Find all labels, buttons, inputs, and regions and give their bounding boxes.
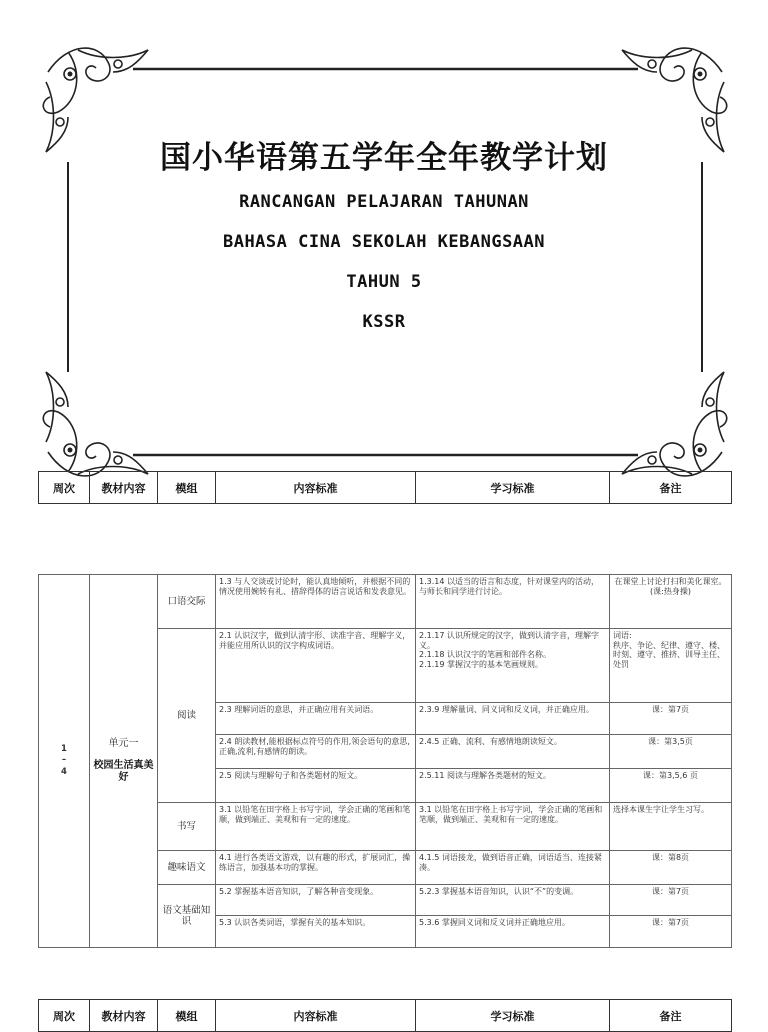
learning-standard-cell: 5.3.6 掌握同义词和反义词并正确地应用。 xyxy=(416,916,610,948)
plan-table xyxy=(38,574,732,948)
remarks-cell: 课：第8页 xyxy=(610,851,732,885)
module-fun-language: 趣味语文 xyxy=(158,851,216,885)
header-table-top xyxy=(38,471,732,504)
header-table-bottom xyxy=(38,999,732,1032)
unit-number: 单元一 xyxy=(108,738,139,749)
module-writing: 书写 xyxy=(158,803,216,851)
cover-title: 国小华语第五学年全年教学计划 xyxy=(160,140,608,176)
content-standard-cell: 4.1 进行各类语文游戏，以有趣的形式，扩展词汇，操练语言，加强基本功的掌握。 xyxy=(216,851,416,885)
module-speaking: 口语交际 xyxy=(158,575,216,629)
header-content-standard: 内容标准 xyxy=(216,472,416,504)
content-standard-cell: 5.3 认识各类词语，掌握有关的基本知识。 xyxy=(216,916,416,948)
module-grammar: 语文基础知识 xyxy=(158,885,216,948)
cover-subtitle-year: TAHUN 5 xyxy=(346,272,422,292)
header-row xyxy=(39,1000,732,1032)
learning-standard-cell: 2.1.17 认识所规定的汉字，做到认清字音，理解字义。 2.1.18 认识汉字的笔画和部件名称。 2.1.19 掌握汉字的基本笔画规则。 xyxy=(416,629,610,703)
header-week: 周次 xyxy=(39,472,90,504)
content-standard-cell: 2.5 阅读与理解句子和各类题材的短文。 xyxy=(216,769,416,803)
remarks-cell: 课：第7页 xyxy=(610,916,732,948)
learning-standard-cell: 1.3.14 以适当的语言和态度，针对课堂内的活动，与师长和同学进行讨论。 xyxy=(416,575,610,629)
learning-standard-cell: 5.2.3 掌握基本语音知识，认识“不”的变调。 xyxy=(416,885,610,916)
learning-standard-cell: 2.3.9 理解量词、同义词和反义词，并正确应用。 xyxy=(416,703,610,735)
cover-subtitle-rpt: RANCANGAN PELAJARAN TAHUNAN xyxy=(239,192,529,212)
header-material: 教材内容 xyxy=(90,1000,158,1032)
content-standard-cell: 2.3 理解词语的意思，并正确应用有关词语。 xyxy=(216,703,416,735)
remarks-cell: 课：第3,5,6 页 xyxy=(610,769,732,803)
header-learning-standard: 学习标准 xyxy=(416,1000,610,1032)
remarks-cell: 课：第7页 xyxy=(610,885,732,916)
header-learning-standard: 学习标准 xyxy=(416,472,610,504)
cover-subtitle-subject: BAHASA CINA SEKOLAH KEBANGSAAN xyxy=(222,232,546,252)
content-standard-cell: 2.1 认识汉字，做到认清字形、读准字音、理解字义，并能应用所认识的汉字构成词语。 xyxy=(216,629,416,703)
remarks-cell: 课：第7页 xyxy=(610,703,732,735)
remarks-cell: 课：第3,5页 xyxy=(610,735,732,769)
ornamental-frame xyxy=(38,42,732,482)
ornamental-border-graphic xyxy=(38,42,732,482)
header-module: 模组 xyxy=(158,472,216,504)
content-standard-cell: 1.3 与人交谈或讨论时，能认真地倾听，并根据不同的情况使用婉转有礼、措辞得体的语言说话和发表意见。 xyxy=(216,575,416,629)
header-remarks: 备注 xyxy=(610,1000,732,1032)
cover-subtitle-kssr: KSSR xyxy=(362,312,406,332)
unit-cell xyxy=(90,575,158,948)
table-row xyxy=(39,575,732,629)
week-cell xyxy=(39,575,90,948)
header-content-standard: 内容标准 xyxy=(216,1000,416,1032)
header-material: 教材内容 xyxy=(90,472,158,504)
learning-standard-cell: 4.1.5 词语接龙，做到语音正确，词语适当、连接紧凑。 xyxy=(416,851,610,885)
learning-standard-cell: 2.4.5 正确、流利、有感情地朗读短文。 xyxy=(416,735,610,769)
learning-standard-cell: 2.5.11 阅读与理解各类题材的短文。 xyxy=(416,769,610,803)
header-row xyxy=(39,472,732,504)
content-standard-cell: 3.1 以铅笔在田字格上书写字词，学会正确的笔画和笔顺，做到端正、美观和有一定的速度。 xyxy=(216,803,416,851)
remarks-cell: 在课堂上讨论打扫和美化课室。 (课:热身操) xyxy=(610,575,732,629)
header-remarks: 备注 xyxy=(610,472,732,504)
module-reading: 阅读 xyxy=(158,629,216,803)
week-range: 1 – 4 xyxy=(61,743,67,777)
remarks-cell: 选择本课生字让学生习写。 xyxy=(610,803,732,851)
remarks-cell: 词语: 秩序、争论、纪律、遵守、楼、时刻、遵守、推挤、训导主任、处罚 xyxy=(610,629,732,703)
content-standard-cell: 2.4 朗读教材,能根据标点符号的作用,领会语句的意思,正确,流利,有感情的朗读。 xyxy=(216,735,416,769)
content-standard-cell: 5.2 掌握基本语音知识，了解各种音变现象。 xyxy=(216,885,416,916)
learning-standard-cell: 3.1 以铅笔在田字格上书写字词，学会正确的笔画和笔顺，做到端正、美观和有一定的速度。 xyxy=(416,803,610,851)
unit-title: 校园生活真美好 xyxy=(93,760,154,783)
header-week: 周次 xyxy=(39,1000,90,1032)
header-module: 模组 xyxy=(158,1000,216,1032)
